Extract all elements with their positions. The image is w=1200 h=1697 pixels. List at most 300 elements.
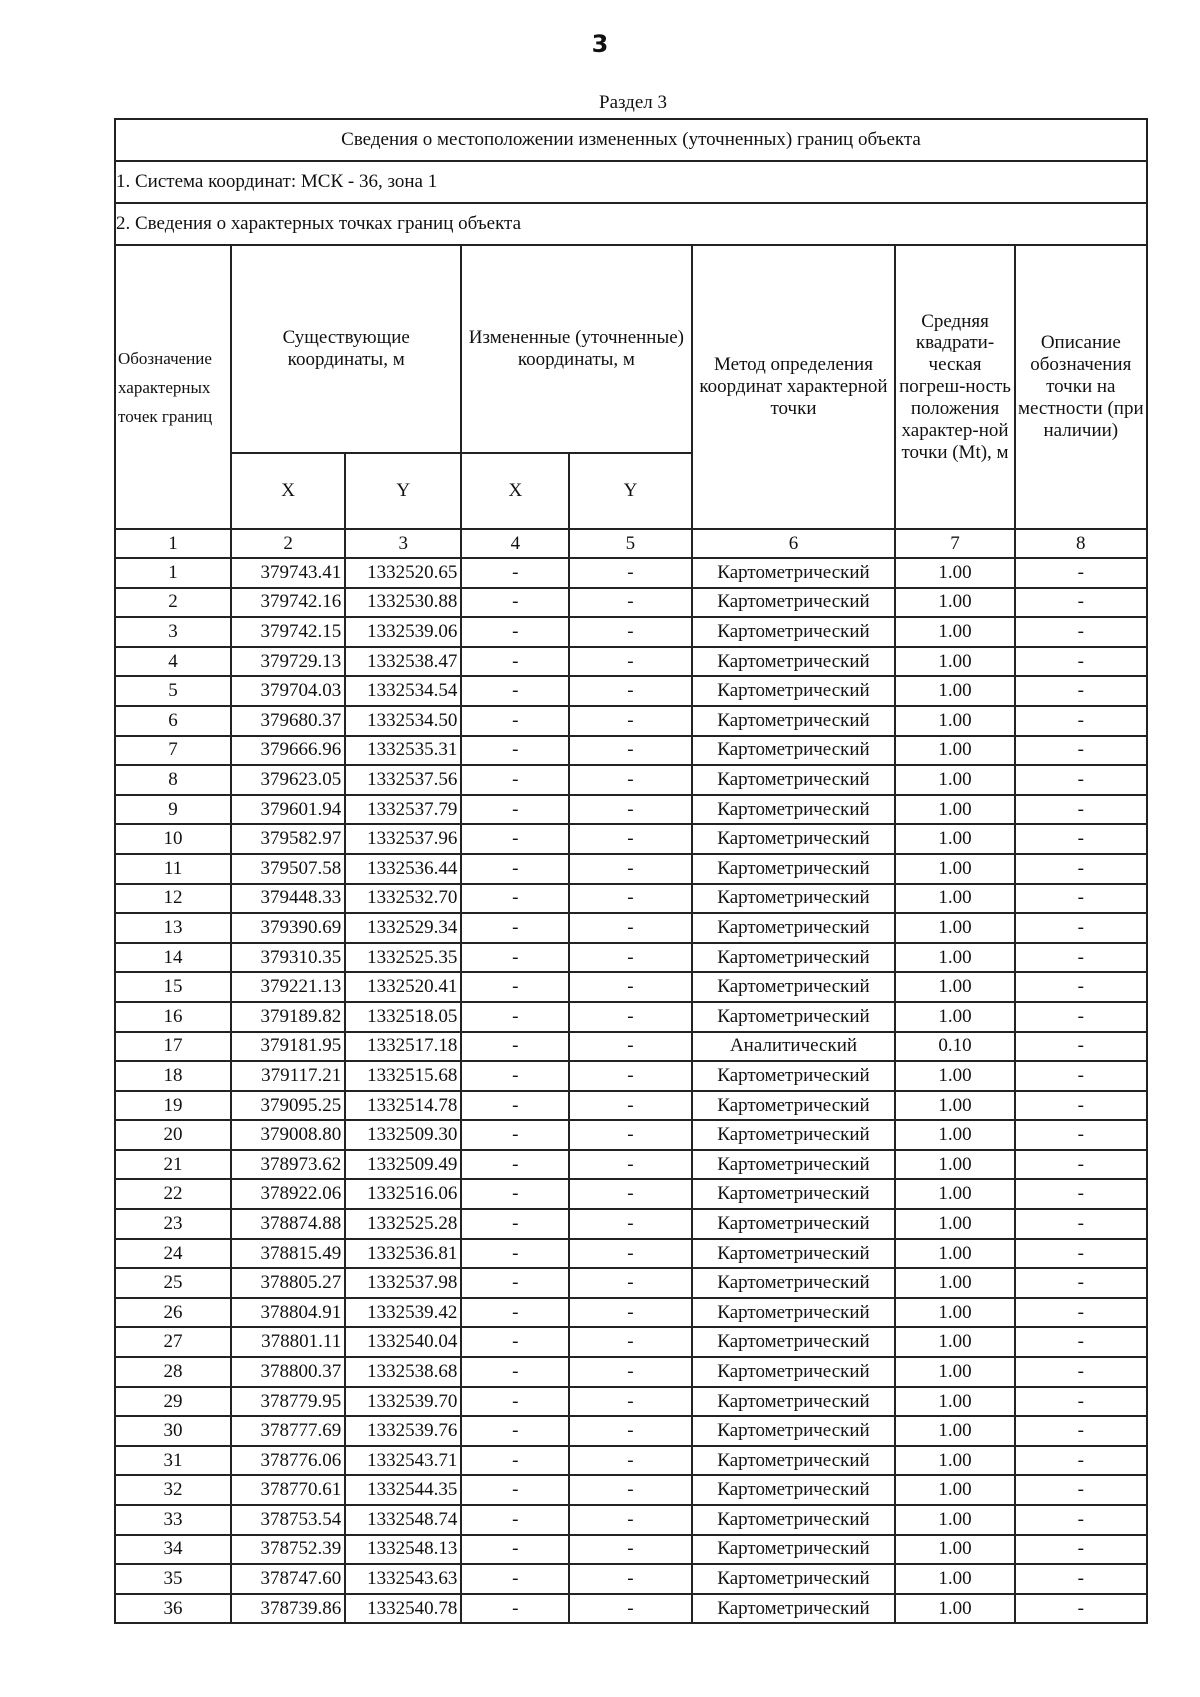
existing-y-cell: 1332530.88 (345, 588, 461, 618)
table-row (115, 1209, 1147, 1239)
table-row (115, 1268, 1147, 1298)
changed-x-cell: - (461, 1002, 569, 1032)
table-body (115, 558, 1147, 1623)
table-row (115, 1239, 1147, 1269)
description-cell: - (1015, 736, 1147, 766)
changed-y-cell: - (569, 972, 691, 1002)
table-row (115, 1446, 1147, 1476)
description-cell: - (1015, 617, 1147, 647)
changed-y-cell: - (569, 736, 691, 766)
changed-x-cell: - (461, 588, 569, 618)
existing-y-cell: 1332543.63 (345, 1564, 461, 1594)
col-point-designation: Обозначение характерных точек границ (115, 245, 231, 529)
existing-y-cell: 1332520.65 (345, 558, 461, 588)
changed-y-cell: - (569, 1387, 691, 1417)
changed-y-cell: - (569, 1505, 691, 1535)
existing-x-cell: 378752.39 (231, 1535, 345, 1565)
method-cell: Картометрический (692, 1298, 896, 1328)
table-row (115, 913, 1147, 943)
table-row (115, 1564, 1147, 1594)
existing-x-cell: 378804.91 (231, 1298, 345, 1328)
changed-x-cell: - (461, 1179, 569, 1209)
method-cell: Картометрический (692, 588, 896, 618)
existing-y-cell: 1332529.34 (345, 913, 461, 943)
existing-x-cell: 378874.88 (231, 1209, 345, 1239)
error-cell: 1.00 (895, 1387, 1014, 1417)
error-cell: 1.00 (895, 1564, 1014, 1594)
existing-y-cell: 1332509.49 (345, 1150, 461, 1180)
method-cell: Картометрический (692, 854, 896, 884)
point-number-cell: 16 (115, 1002, 231, 1032)
error-cell: 1.00 (895, 1209, 1014, 1239)
table-row (115, 588, 1147, 618)
changed-x-cell: - (461, 558, 569, 588)
table-row (115, 1357, 1147, 1387)
point-number-cell: 27 (115, 1327, 231, 1357)
method-cell: Картометрический (692, 617, 896, 647)
existing-y-cell: 1332537.56 (345, 765, 461, 795)
description-cell: - (1015, 1564, 1147, 1594)
method-cell: Картометрический (692, 1505, 896, 1535)
error-cell: 1.00 (895, 1002, 1014, 1032)
existing-y-cell: 1332536.44 (345, 854, 461, 884)
changed-x-cell: - (461, 736, 569, 766)
error-cell: 1.00 (895, 1061, 1014, 1091)
column-number: 2 (231, 529, 345, 558)
changed-x-cell: - (461, 1416, 569, 1446)
point-number-cell: 2 (115, 588, 231, 618)
changed-x-cell: - (461, 1061, 569, 1091)
table-row (115, 884, 1147, 914)
existing-y-cell: 1332543.71 (345, 1446, 461, 1476)
table-row (115, 854, 1147, 884)
column-number: 8 (1015, 529, 1147, 558)
error-cell: 1.00 (895, 854, 1014, 884)
changed-y-cell: - (569, 1239, 691, 1269)
existing-x-cell: 379221.13 (231, 972, 345, 1002)
changed-y-cell: - (569, 1357, 691, 1387)
error-cell: 1.00 (895, 943, 1014, 973)
description-cell: - (1015, 1239, 1147, 1269)
subcol-existing-x: X (231, 453, 345, 529)
error-cell: 1.00 (895, 913, 1014, 943)
method-cell: Картометрический (692, 736, 896, 766)
point-number-cell: 11 (115, 854, 231, 884)
method-cell: Картометрический (692, 1535, 896, 1565)
changed-y-cell: - (569, 943, 691, 973)
point-number-cell: 7 (115, 736, 231, 766)
changed-x-cell: - (461, 1387, 569, 1417)
existing-y-cell: 1332534.54 (345, 676, 461, 706)
changed-x-cell: - (461, 1446, 569, 1476)
existing-x-cell: 378805.27 (231, 1268, 345, 1298)
method-cell: Картометрический (692, 765, 896, 795)
table-row (115, 1298, 1147, 1328)
description-cell: - (1015, 1387, 1147, 1417)
description-cell: - (1015, 884, 1147, 914)
changed-y-cell: - (569, 1535, 691, 1565)
boundary-points-table (114, 118, 1148, 1624)
changed-x-cell: - (461, 647, 569, 677)
description-cell: - (1015, 1268, 1147, 1298)
method-cell: Аналитический (692, 1032, 896, 1062)
changed-y-cell: - (569, 1032, 691, 1062)
point-number-cell: 17 (115, 1032, 231, 1062)
changed-y-cell: - (569, 647, 691, 677)
changed-y-cell: - (569, 588, 691, 618)
method-cell: Картометрический (692, 1564, 896, 1594)
point-number-cell: 24 (115, 1239, 231, 1269)
error-cell: 1.00 (895, 795, 1014, 825)
changed-x-cell: - (461, 1120, 569, 1150)
existing-y-cell: 1332516.06 (345, 1179, 461, 1209)
error-cell: 1.00 (895, 1298, 1014, 1328)
existing-x-cell: 379742.16 (231, 588, 345, 618)
section-label: Раздел 3 (599, 92, 667, 113)
subcol-changed-y: Y (569, 453, 691, 529)
changed-x-cell: - (461, 1268, 569, 1298)
changed-x-cell: - (461, 1594, 569, 1624)
existing-y-cell: 1332525.35 (345, 943, 461, 973)
method-cell: Картометрический (692, 1150, 896, 1180)
method-cell: Картометрический (692, 1446, 896, 1476)
col-changed-coordinates: Измененные (уточненные) координаты, м (461, 245, 691, 453)
subcol-changed-x: X (461, 453, 569, 529)
description-cell: - (1015, 1120, 1147, 1150)
error-cell: 1.00 (895, 1446, 1014, 1476)
description-cell: - (1015, 943, 1147, 973)
method-cell: Картометрический (692, 943, 896, 973)
point-number-cell: 5 (115, 676, 231, 706)
table-row (115, 736, 1147, 766)
changed-y-cell: - (569, 706, 691, 736)
existing-y-cell: 1332539.42 (345, 1298, 461, 1328)
description-cell: - (1015, 824, 1147, 854)
column-number: 3 (345, 529, 461, 558)
error-cell: 1.00 (895, 1120, 1014, 1150)
col-method: Метод определения координат характерной точки (692, 245, 896, 529)
method-cell: Картометрический (692, 972, 896, 1002)
point-number-cell: 6 (115, 706, 231, 736)
column-number: 6 (692, 529, 896, 558)
table-row (115, 824, 1147, 854)
description-cell: - (1015, 1357, 1147, 1387)
point-number-cell: 36 (115, 1594, 231, 1624)
error-cell: 1.00 (895, 1594, 1014, 1624)
error-cell: 1.00 (895, 736, 1014, 766)
existing-x-cell: 378753.54 (231, 1505, 345, 1535)
error-cell: 1.00 (895, 824, 1014, 854)
changed-x-cell: - (461, 1535, 569, 1565)
method-cell: Картометрический (692, 1209, 896, 1239)
existing-x-cell: 379666.96 (231, 736, 345, 766)
changed-y-cell: - (569, 1327, 691, 1357)
description-cell: - (1015, 1179, 1147, 1209)
col-point-description: Описание обозначения точки на местности (при наличии) (1015, 245, 1147, 529)
existing-x-cell: 378815.49 (231, 1239, 345, 1269)
method-cell: Картометрический (692, 647, 896, 677)
existing-x-cell: 379095.25 (231, 1091, 345, 1121)
existing-x-cell: 378776.06 (231, 1446, 345, 1476)
changed-y-cell: - (569, 1150, 691, 1180)
method-cell: Картометрический (692, 1061, 896, 1091)
description-cell: - (1015, 1209, 1147, 1239)
changed-y-cell: - (569, 854, 691, 884)
existing-y-cell: 1332517.18 (345, 1032, 461, 1062)
error-cell: 1.00 (895, 706, 1014, 736)
table-row (115, 706, 1147, 736)
point-number-cell: 15 (115, 972, 231, 1002)
method-cell: Картометрический (692, 795, 896, 825)
existing-y-cell: 1332539.06 (345, 617, 461, 647)
description-cell: - (1015, 558, 1147, 588)
point-number-cell: 19 (115, 1091, 231, 1121)
existing-x-cell: 378777.69 (231, 1416, 345, 1446)
point-number-cell: 8 (115, 765, 231, 795)
point-number-cell: 23 (115, 1209, 231, 1239)
changed-y-cell: - (569, 1209, 691, 1239)
changed-x-cell: - (461, 676, 569, 706)
changed-y-cell: - (569, 884, 691, 914)
existing-y-cell: 1332520.41 (345, 972, 461, 1002)
method-cell: Картометрический (692, 1327, 896, 1357)
table-row (115, 1505, 1147, 1535)
error-cell: 1.00 (895, 1239, 1014, 1269)
table-row (115, 1120, 1147, 1150)
existing-x-cell: 379117.21 (231, 1061, 345, 1091)
changed-x-cell: - (461, 1298, 569, 1328)
error-cell: 1.00 (895, 617, 1014, 647)
changed-x-cell: - (461, 824, 569, 854)
error-cell: 1.00 (895, 972, 1014, 1002)
method-cell: Картометрический (692, 1002, 896, 1032)
error-cell: 1.00 (895, 1091, 1014, 1121)
existing-x-cell: 379008.80 (231, 1120, 345, 1150)
error-cell: 1.00 (895, 1535, 1014, 1565)
changed-y-cell: - (569, 1002, 691, 1032)
error-cell: 1.00 (895, 884, 1014, 914)
changed-x-cell: - (461, 706, 569, 736)
existing-y-cell: 1332538.68 (345, 1357, 461, 1387)
column-number: 4 (461, 529, 569, 558)
existing-x-cell: 379729.13 (231, 647, 345, 677)
table-row (115, 1002, 1147, 1032)
description-cell: - (1015, 1298, 1147, 1328)
table-row (115, 1387, 1147, 1417)
existing-x-cell: 379704.03 (231, 676, 345, 706)
existing-x-cell: 379742.15 (231, 617, 345, 647)
point-number-cell: 22 (115, 1179, 231, 1209)
method-cell: Картометрический (692, 676, 896, 706)
error-cell: 1.00 (895, 588, 1014, 618)
existing-y-cell: 1332539.76 (345, 1416, 461, 1446)
error-cell: 1.00 (895, 676, 1014, 706)
method-cell: Картометрический (692, 1091, 896, 1121)
table-row (115, 1535, 1147, 1565)
table-row (115, 617, 1147, 647)
description-cell: - (1015, 765, 1147, 795)
existing-y-cell: 1332544.35 (345, 1475, 461, 1505)
existing-x-cell: 378973.62 (231, 1150, 345, 1180)
table-row (115, 943, 1147, 973)
page-number: 3 (591, 30, 609, 58)
existing-y-cell: 1332548.13 (345, 1535, 461, 1565)
existing-x-cell: 379448.33 (231, 884, 345, 914)
method-cell: Картометрический (692, 1179, 896, 1209)
existing-x-cell: 378922.06 (231, 1179, 345, 1209)
col-mean-square-error: Средняя квадрати-ческая погреш-ность положения характер-ной точки (Mt), м (895, 245, 1014, 529)
description-cell: - (1015, 647, 1147, 677)
existing-x-cell: 378747.60 (231, 1564, 345, 1594)
point-number-cell: 20 (115, 1120, 231, 1150)
description-cell: - (1015, 1416, 1147, 1446)
existing-y-cell: 1332518.05 (345, 1002, 461, 1032)
method-cell: Картометрический (692, 1357, 896, 1387)
changed-x-cell: - (461, 1032, 569, 1062)
point-number-cell: 4 (115, 647, 231, 677)
changed-x-cell: - (461, 943, 569, 973)
method-cell: Картометрический (692, 884, 896, 914)
changed-y-cell: - (569, 1446, 691, 1476)
description-cell: - (1015, 588, 1147, 618)
description-cell: - (1015, 676, 1147, 706)
error-cell: 1.00 (895, 1416, 1014, 1446)
existing-y-cell: 1332509.30 (345, 1120, 461, 1150)
existing-x-cell: 379507.58 (231, 854, 345, 884)
table-row (115, 1594, 1147, 1624)
points-heading: 2. Сведения о характерных точках границ объекта (115, 203, 1147, 245)
changed-x-cell: - (461, 1327, 569, 1357)
table-row (115, 647, 1147, 677)
existing-y-cell: 1332540.78 (345, 1594, 461, 1624)
description-cell: - (1015, 972, 1147, 1002)
point-number-cell: 34 (115, 1535, 231, 1565)
error-cell: 1.00 (895, 647, 1014, 677)
subcol-existing-y: Y (345, 453, 461, 529)
changed-x-cell: - (461, 1239, 569, 1269)
existing-x-cell: 379743.41 (231, 558, 345, 588)
changed-y-cell: - (569, 824, 691, 854)
point-number-cell: 25 (115, 1268, 231, 1298)
existing-y-cell: 1332548.74 (345, 1505, 461, 1535)
changed-y-cell: - (569, 1268, 691, 1298)
table-row (115, 1091, 1147, 1121)
existing-x-cell: 379601.94 (231, 795, 345, 825)
existing-x-cell: 379623.05 (231, 765, 345, 795)
table-row (115, 1416, 1147, 1446)
description-cell: - (1015, 706, 1147, 736)
table-row (115, 1475, 1147, 1505)
table-row (115, 795, 1147, 825)
error-cell: 0.10 (895, 1032, 1014, 1062)
point-number-cell: 26 (115, 1298, 231, 1328)
changed-y-cell: - (569, 1475, 691, 1505)
existing-y-cell: 1332515.68 (345, 1061, 461, 1091)
point-number-cell: 18 (115, 1061, 231, 1091)
existing-y-cell: 1332532.70 (345, 884, 461, 914)
point-number-cell: 33 (115, 1505, 231, 1535)
existing-y-cell: 1332537.96 (345, 824, 461, 854)
changed-x-cell: - (461, 854, 569, 884)
point-number-cell: 30 (115, 1416, 231, 1446)
changed-y-cell: - (569, 795, 691, 825)
description-cell: - (1015, 913, 1147, 943)
description-cell: - (1015, 1002, 1147, 1032)
description-cell: - (1015, 1594, 1147, 1624)
point-number-cell: 29 (115, 1387, 231, 1417)
method-cell: Картометрический (692, 1416, 896, 1446)
existing-x-cell: 378770.61 (231, 1475, 345, 1505)
changed-y-cell: - (569, 1298, 691, 1328)
error-cell: 1.00 (895, 765, 1014, 795)
method-cell: Картометрический (692, 1387, 896, 1417)
changed-y-cell: - (569, 765, 691, 795)
description-cell: - (1015, 1150, 1147, 1180)
column-number: 1 (115, 529, 231, 558)
point-number-cell: 21 (115, 1150, 231, 1180)
changed-y-cell: - (569, 1091, 691, 1121)
point-number-cell: 14 (115, 943, 231, 973)
method-cell: Картометрический (692, 913, 896, 943)
description-cell: - (1015, 1446, 1147, 1476)
changed-x-cell: - (461, 884, 569, 914)
changed-x-cell: - (461, 1564, 569, 1594)
error-cell: 1.00 (895, 1150, 1014, 1180)
method-cell: Картометрический (692, 706, 896, 736)
existing-x-cell: 379181.95 (231, 1032, 345, 1062)
description-cell: - (1015, 1032, 1147, 1062)
table-row (115, 1061, 1147, 1091)
existing-y-cell: 1332535.31 (345, 736, 461, 766)
existing-x-cell: 379310.35 (231, 943, 345, 973)
existing-y-cell: 1332537.98 (345, 1268, 461, 1298)
method-cell: Картометрический (692, 558, 896, 588)
description-cell: - (1015, 1061, 1147, 1091)
description-cell: - (1015, 1327, 1147, 1357)
point-number-cell: 31 (115, 1446, 231, 1476)
error-cell: 1.00 (895, 1179, 1014, 1209)
column-number: 5 (569, 529, 691, 558)
error-cell: 1.00 (895, 1327, 1014, 1357)
changed-x-cell: - (461, 1505, 569, 1535)
method-cell: Картометрический (692, 1268, 896, 1298)
point-number-cell: 32 (115, 1475, 231, 1505)
method-cell: Картометрический (692, 1594, 896, 1624)
description-cell: - (1015, 854, 1147, 884)
existing-x-cell: 379390.69 (231, 913, 345, 943)
changed-x-cell: - (461, 617, 569, 647)
error-cell: 1.00 (895, 1357, 1014, 1387)
table-title: Сведения о местоположении измененных (уточненных) границ объекта (115, 119, 1147, 161)
changed-y-cell: - (569, 1179, 691, 1209)
point-number-cell: 35 (115, 1564, 231, 1594)
changed-x-cell: - (461, 1150, 569, 1180)
method-cell: Картометрический (692, 1475, 896, 1505)
existing-y-cell: 1332536.81 (345, 1239, 461, 1269)
changed-y-cell: - (569, 558, 691, 588)
table-row (115, 972, 1147, 1002)
column-number-row (115, 529, 1147, 558)
error-cell: 1.00 (895, 558, 1014, 588)
method-cell: Картометрический (692, 1120, 896, 1150)
existing-y-cell: 1332525.28 (345, 1209, 461, 1239)
changed-y-cell: - (569, 1416, 691, 1446)
method-cell: Картометрический (692, 824, 896, 854)
table-row (115, 676, 1147, 706)
table-row (115, 1327, 1147, 1357)
existing-y-cell: 1332514.78 (345, 1091, 461, 1121)
point-number-cell: 1 (115, 558, 231, 588)
